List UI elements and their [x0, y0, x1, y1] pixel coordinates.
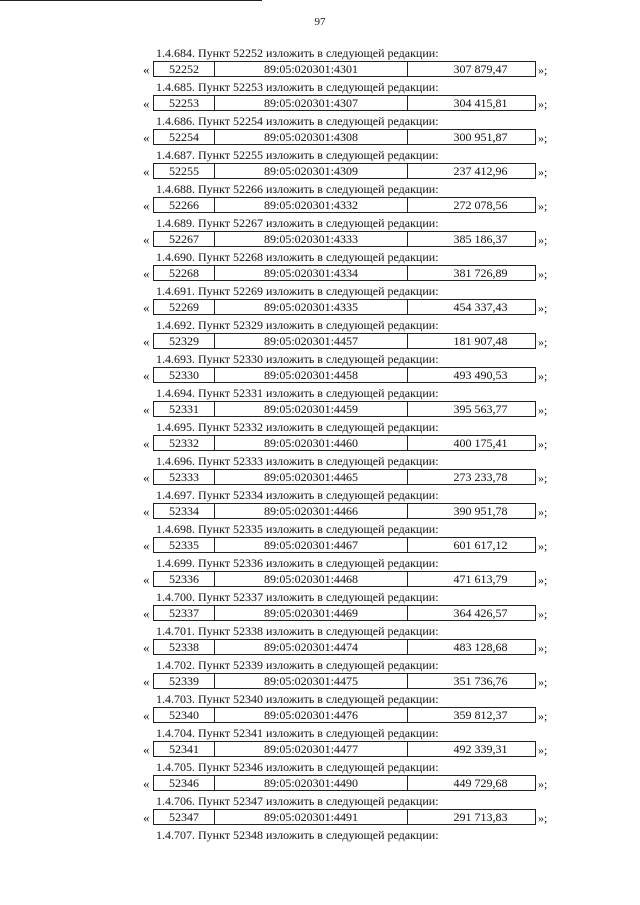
page-number: 97	[314, 16, 326, 28]
item-number-cell: 52330	[154, 368, 215, 382]
entry-heading: 1.4.704. Пункт 52341 изложить в следующей редакции:	[156, 726, 439, 740]
open-quote: «	[143, 62, 150, 77]
table-row	[153, 299, 536, 315]
item-number-cell: 52334	[154, 504, 215, 518]
close-quote: »;	[538, 301, 548, 315]
item-number-cell: 52336	[154, 572, 215, 586]
cadastral-number-cell: 89:05:020301:4491	[215, 810, 408, 824]
value-cell: 471 613,79	[453, 572, 508, 586]
entry	[0, 214, 640, 248]
value-cell: 237 412,96	[453, 164, 508, 178]
table-row	[153, 61, 536, 77]
cadastral-number-cell: 89:05:020301:4457	[215, 334, 408, 348]
close-quote: »;	[538, 335, 548, 349]
value-cell: 454 337,43	[453, 300, 508, 314]
entry-heading: 1.4.702. Пункт 52339 изложить в следующей редакции:	[156, 658, 439, 672]
entry	[0, 792, 640, 826]
cadastral-number-cell: 89:05:020301:4476	[215, 708, 408, 722]
item-number-cell: 52347	[154, 810, 215, 824]
table-row	[153, 197, 536, 213]
open-quote: «	[143, 470, 150, 485]
table-row	[153, 571, 536, 587]
entry-heading: 1.4.693. Пункт 52330 изложить в следующей редакции:	[156, 352, 439, 366]
entry-heading: 1.4.688. Пункт 52266 изложить в следующей редакции:	[156, 182, 439, 196]
item-number-cell: 52253	[154, 96, 215, 110]
cadastral-number-cell: 89:05:020301:4466	[215, 504, 408, 518]
open-quote: «	[143, 674, 150, 689]
value-cell: 272 078,56	[453, 198, 508, 212]
open-quote: «	[143, 640, 150, 655]
open-quote: «	[143, 266, 150, 281]
value-cell: 400 175,41	[453, 436, 508, 450]
close-quote: »;	[538, 811, 548, 825]
close-quote: »;	[538, 709, 548, 723]
cadastral-number-cell: 89:05:020301:4308	[215, 130, 408, 144]
open-quote: «	[143, 198, 150, 213]
entry	[0, 724, 640, 758]
value-cell: 601 617,12	[453, 538, 508, 552]
entry	[0, 588, 640, 622]
open-quote: «	[143, 810, 150, 825]
entry	[0, 452, 640, 486]
entry-heading: 1.4.692. Пункт 52329 изложить в следующей редакции:	[156, 318, 439, 332]
value-cell: 181 907,48	[453, 334, 508, 348]
close-quote: »;	[538, 607, 548, 621]
item-number-cell: 52346	[154, 776, 215, 790]
entry-heading: 1.4.694. Пункт 52331 изложить в следующей редакции:	[156, 386, 439, 400]
table-row	[153, 401, 536, 417]
table-row	[153, 231, 536, 247]
open-quote: «	[143, 708, 150, 723]
table-row	[153, 707, 536, 723]
value-cell: 483 128,68	[453, 640, 508, 654]
entry	[0, 78, 640, 112]
value-cell: 492 339,31	[453, 742, 508, 756]
table-row	[153, 333, 536, 349]
value-cell: 307 879,47	[453, 62, 508, 76]
value-cell: 273 233,78	[453, 470, 508, 484]
entry-heading: 1.4.698. Пункт 52335 изложить в следующей редакции:	[156, 522, 439, 536]
entry-heading: 1.4.699. Пункт 52336 изложить в следующей редакции:	[156, 556, 439, 570]
cadastral-number-cell: 89:05:020301:4460	[215, 436, 408, 450]
cadastral-number-cell: 89:05:020301:4335	[215, 300, 408, 314]
table-row	[153, 741, 536, 757]
entry-heading: 1.4.695. Пункт 52332 изложить в следующей редакции:	[156, 420, 439, 434]
cadastral-number-cell: 89:05:020301:4334	[215, 266, 408, 280]
entry-heading: 1.4.697. Пункт 52334 изложить в следующей редакции:	[156, 488, 439, 502]
item-number-cell: 52254	[154, 130, 215, 144]
cadastral-number-cell: 89:05:020301:4332	[215, 198, 408, 212]
table-row	[153, 265, 536, 281]
close-quote: »;	[538, 131, 548, 145]
entry	[0, 418, 640, 452]
table-row	[153, 435, 536, 451]
cadastral-number-cell: 89:05:020301:4468	[215, 572, 408, 586]
item-number-cell: 52332	[154, 436, 215, 450]
open-quote: «	[143, 776, 150, 791]
entry	[0, 656, 640, 690]
table-row	[153, 537, 536, 553]
close-quote: »;	[538, 505, 548, 519]
entry-heading: 1.4.691. Пункт 52269 изложить в следующей редакции:	[156, 284, 439, 298]
table-row	[153, 129, 536, 145]
entry-heading: 1.4.707. Пункт 52348 изложить в следующей редакции:	[156, 828, 439, 842]
open-quote: «	[143, 538, 150, 553]
entry-heading: 1.4.700. Пункт 52337 изложить в следующей редакции:	[156, 590, 439, 604]
entry	[0, 826, 640, 860]
value-cell: 381 726,89	[453, 266, 508, 280]
table-row	[153, 503, 536, 519]
open-quote: «	[143, 368, 150, 383]
value-cell: 493 490,53	[453, 368, 508, 382]
table-row	[153, 775, 536, 791]
item-number-cell: 52267	[154, 232, 215, 246]
item-number-cell: 52335	[154, 538, 215, 552]
value-cell: 291 713,83	[453, 810, 508, 824]
item-number-cell: 52266	[154, 198, 215, 212]
table-row	[153, 673, 536, 689]
value-cell: 364 426,57	[453, 606, 508, 620]
close-quote: »;	[538, 539, 548, 553]
close-quote: »;	[538, 369, 548, 383]
close-quote: »;	[538, 777, 548, 791]
value-cell: 390 951,78	[453, 504, 508, 518]
entry	[0, 248, 640, 282]
close-quote: »;	[538, 437, 548, 451]
open-quote: «	[143, 232, 150, 247]
cadastral-number-cell: 89:05:020301:4458	[215, 368, 408, 382]
entry-heading: 1.4.689. Пункт 52267 изложить в следующей редакции:	[156, 216, 439, 230]
value-cell: 385 186,37	[453, 232, 508, 246]
entry	[0, 112, 640, 146]
item-number-cell: 52255	[154, 164, 215, 178]
item-number-cell: 52341	[154, 742, 215, 756]
close-quote: »;	[538, 267, 548, 281]
open-quote: «	[143, 402, 150, 417]
close-quote: »;	[538, 97, 548, 111]
close-quote: »;	[538, 471, 548, 485]
cadastral-number-cell: 89:05:020301:4333	[215, 232, 408, 246]
close-quote: »;	[538, 233, 548, 247]
open-quote: «	[143, 334, 150, 349]
entry-heading: 1.4.696. Пункт 52333 изложить в следующей редакции:	[156, 454, 439, 468]
open-quote: «	[143, 436, 150, 451]
item-number-cell: 52252	[154, 62, 215, 76]
value-cell: 304 415,81	[453, 96, 508, 110]
open-quote: «	[143, 742, 150, 757]
entry	[0, 384, 640, 418]
entry-heading: 1.4.705. Пункт 52346 изложить в следующей редакции:	[156, 760, 439, 774]
close-quote: »;	[538, 199, 548, 213]
entry	[0, 690, 640, 724]
cadastral-number-cell: 89:05:020301:4490	[215, 776, 408, 790]
open-quote: «	[143, 96, 150, 111]
entry-heading: 1.4.685. Пункт 52253 изложить в следующей редакции:	[156, 80, 439, 94]
entry	[0, 146, 640, 180]
cadastral-number-cell: 89:05:020301:4301	[215, 62, 408, 76]
table-row	[153, 809, 536, 825]
entry	[0, 554, 640, 588]
close-quote: »;	[538, 63, 548, 77]
entry	[0, 44, 640, 78]
cadastral-number-cell: 89:05:020301:4469	[215, 606, 408, 620]
table-row	[153, 639, 536, 655]
entry	[0, 180, 640, 214]
entry	[0, 350, 640, 384]
open-quote: «	[143, 300, 150, 315]
open-quote: «	[143, 504, 150, 519]
value-cell: 351 736,76	[453, 674, 508, 688]
close-quote: »;	[538, 641, 548, 655]
entry-heading: 1.4.701. Пункт 52338 изложить в следующей редакции:	[156, 624, 439, 638]
close-quote: »;	[538, 573, 548, 587]
value-cell: 300 951,87	[453, 130, 508, 144]
entry	[0, 282, 640, 316]
close-quote: »;	[538, 743, 548, 757]
open-quote: «	[143, 130, 150, 145]
table-row	[153, 95, 536, 111]
close-quote: »;	[538, 403, 548, 417]
item-number-cell: 52339	[154, 674, 215, 688]
entry	[0, 520, 640, 554]
cadastral-number-cell: 89:05:020301:4475	[215, 674, 408, 688]
item-number-cell: 52329	[154, 334, 215, 348]
entry-heading: 1.4.686. Пункт 52254 изложить в следующей редакции:	[156, 114, 439, 128]
entry	[0, 486, 640, 520]
item-number-cell: 52338	[154, 640, 215, 654]
item-number-cell: 52331	[154, 402, 215, 416]
item-number-cell: 52269	[154, 300, 215, 314]
entry	[0, 758, 640, 792]
value-cell: 449 729,68	[453, 776, 508, 790]
top-rule	[0, 0, 262, 1]
entry-heading: 1.4.706. Пункт 52347 изложить в следующей редакции:	[156, 794, 439, 808]
open-quote: «	[143, 164, 150, 179]
cadastral-number-cell: 89:05:020301:4467	[215, 538, 408, 552]
entry	[0, 622, 640, 656]
cadastral-number-cell: 89:05:020301:4474	[215, 640, 408, 654]
value-cell: 359 812,37	[453, 708, 508, 722]
item-number-cell: 52268	[154, 266, 215, 280]
entry-heading: 1.4.687. Пункт 52255 изложить в следующей редакции:	[156, 148, 439, 162]
value-cell: 395 563,77	[453, 402, 508, 416]
table-row	[153, 163, 536, 179]
entry-heading: 1.4.703. Пункт 52340 изложить в следующей редакции:	[156, 692, 439, 706]
open-quote: «	[143, 606, 150, 621]
item-number-cell: 52340	[154, 708, 215, 722]
entries-list	[0, 44, 640, 860]
close-quote: »;	[538, 675, 548, 689]
item-number-cell: 52337	[154, 606, 215, 620]
cadastral-number-cell: 89:05:020301:4309	[215, 164, 408, 178]
cadastral-number-cell: 89:05:020301:4477	[215, 742, 408, 756]
table-row	[153, 367, 536, 383]
close-quote: »;	[538, 165, 548, 179]
entry-heading: 1.4.684. Пункт 52252 изложить в следующей редакции:	[156, 46, 439, 60]
table-row	[153, 605, 536, 621]
cadastral-number-cell: 89:05:020301:4307	[215, 96, 408, 110]
entry-heading: 1.4.690. Пункт 52268 изложить в следующей редакции:	[156, 250, 439, 264]
open-quote: «	[143, 572, 150, 587]
item-number-cell: 52333	[154, 470, 215, 484]
entry	[0, 316, 640, 350]
cadastral-number-cell: 89:05:020301:4465	[215, 470, 408, 484]
table-row	[153, 469, 536, 485]
cadastral-number-cell: 89:05:020301:4459	[215, 402, 408, 416]
